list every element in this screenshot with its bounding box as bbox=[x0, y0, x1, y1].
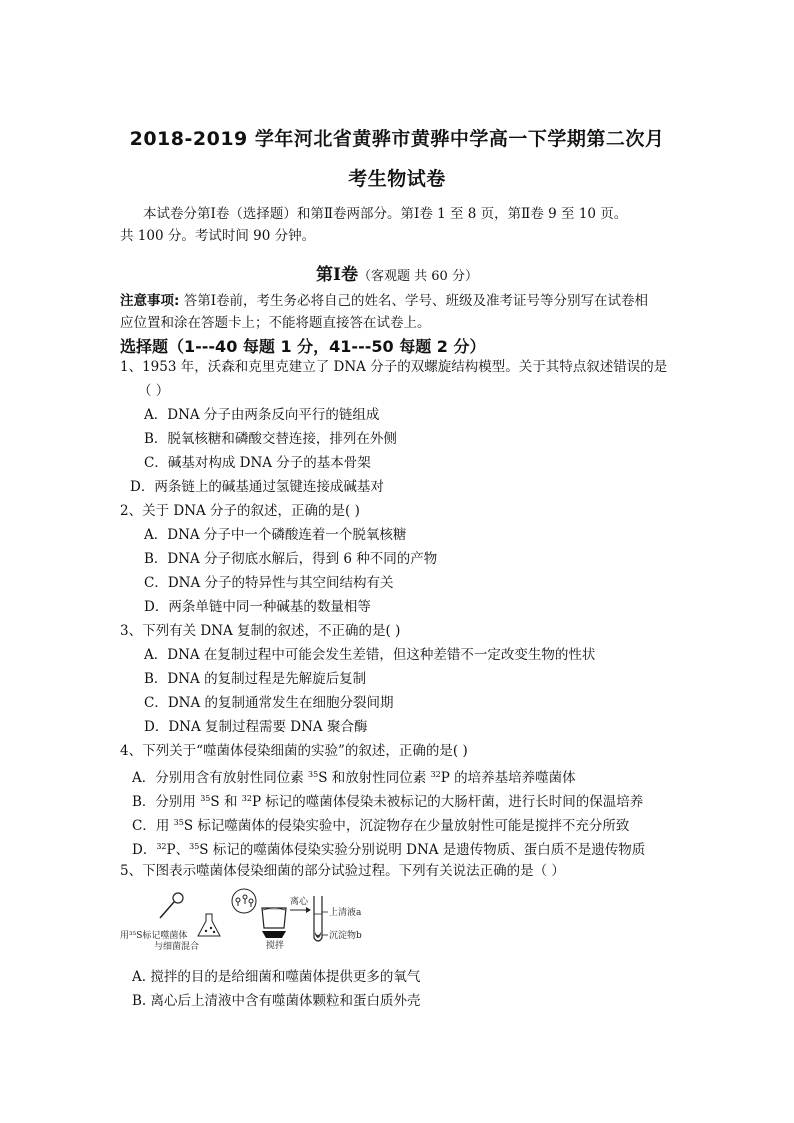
q4-option-c bbox=[132, 814, 629, 835]
q1-option-c: C．碱基对构成 DNA 分子的基本骨架 bbox=[144, 455, 371, 471]
q3-option-c: C．DNA 的复制通常发生在细胞分裂间期 bbox=[144, 695, 394, 711]
figure-label-stir: 搅拌 bbox=[266, 941, 285, 950]
q4-b-text-1: B．分别用 bbox=[132, 794, 201, 810]
q1-stem-1: 1、1953 年，沃森和克里克建立了 DNA 分子的双螺旋结构模型。关于其特点叙述错误的是 bbox=[120, 359, 668, 375]
flask-icon bbox=[198, 914, 220, 936]
q5-stem: 5、下图表示噬菌体侵染细菌的部分试验过程。下列有关说法正确的是（ ） bbox=[120, 863, 565, 879]
q4-a-text-3: P 的培养基培养噬菌体 bbox=[440, 770, 576, 786]
title-line-1: 2018-2019 学年河北省黄骅市黄骅中学高一下学期第二次月 bbox=[129, 128, 665, 150]
q4-option-d bbox=[132, 838, 645, 859]
q1-option-a: A．DNA 分子由两条反向平行的链组成 bbox=[144, 407, 380, 423]
beaker-stir-icon bbox=[262, 908, 286, 938]
q4-stem: 4、下列关于“噬菌体侵染细菌的实验”的叙述，正确的是( ) bbox=[120, 743, 468, 759]
figure-label-supernatant: 上清液a bbox=[329, 908, 362, 918]
q4-a-sup-2: 32 bbox=[430, 770, 441, 779]
section-subtitle: （客观题 共 60 分） bbox=[358, 269, 478, 284]
figure-label-precipitate: 沉淀物b bbox=[329, 931, 362, 941]
section-title bbox=[0, 260, 794, 285]
q4-b-sup-2: 32 bbox=[241, 794, 252, 803]
q5-option-b: B. 离心后上清液中含有噬菌体颗粒和蛋白质外壳 bbox=[132, 993, 421, 1009]
dropper-icon bbox=[160, 893, 183, 918]
q4-b-sup-1: 35 bbox=[200, 794, 211, 803]
q4-b-text-2: S 和 bbox=[210, 794, 242, 810]
q1-option-d: D．两条链上的碱基通过氢键连接成碱基对 bbox=[130, 479, 384, 495]
choice-header: 选择题（1---40 每题 1 分，41---50 每题 2 分） bbox=[120, 337, 486, 356]
q1-stem-2: （ ） bbox=[138, 383, 170, 399]
q4-d-text-2: P、 bbox=[166, 842, 190, 858]
figure-label-mix: 与细菌混合 bbox=[154, 942, 200, 950]
q3-option-d: D．DNA 复制过程需要 DNA 聚合酶 bbox=[144, 719, 368, 735]
section-title-main: 第Ⅰ卷 bbox=[316, 265, 358, 285]
q4-d-sup-1: 32 bbox=[156, 842, 167, 851]
q3-stem: 3、下列有关 DNA 复制的叙述，不正确的是( ) bbox=[120, 623, 401, 639]
q4-d-text-1: D． bbox=[132, 842, 157, 858]
figure-label-centrifuge: 离心 bbox=[290, 897, 309, 907]
q2-option-b: B．DNA 分子彻底水解后，得到 6 种不同的产物 bbox=[144, 551, 438, 567]
magnified-bacteria-icon bbox=[232, 889, 256, 913]
q4-c-text-2: S 标记噬菌体的侵染实验中，沉淀物存在少量放射性可能是搅拌不充分所致 bbox=[183, 818, 630, 834]
q4-d-sup-2: 35 bbox=[189, 842, 200, 851]
notice-line-1 bbox=[120, 292, 648, 310]
title-line-2: 考生物试卷 bbox=[348, 168, 446, 190]
q4-a-sup-1: 35 bbox=[308, 770, 319, 779]
q4-a-text-2: S 和放射性同位素 bbox=[318, 770, 431, 786]
intro-line-2: 共 100 分。考试时间 90 分钟。 bbox=[120, 228, 316, 244]
test-tube-icon bbox=[314, 896, 322, 941]
notice-text-1: 答第Ⅰ卷前，考生务必将自己的姓名、学号、班级及准考证号等分别写在试卷相 bbox=[179, 293, 649, 309]
q1-option-b: B．脱氧核糖和磷酸交替连接，排列在外侧 bbox=[144, 431, 397, 447]
q3-option-b: B．DNA 的复制过程是先解旋后复制 bbox=[144, 671, 367, 687]
q4-option-a bbox=[132, 766, 576, 787]
q4-c-sup-1: 35 bbox=[173, 818, 184, 827]
q2-option-c: C．DNA 分子的特异性与其空间结构有关 bbox=[144, 575, 394, 591]
experiment-figure bbox=[120, 888, 370, 950]
q3-option-a: A．DNA 在复制过程中可能会发生差错，但这种差错不一定改变生物的性状 bbox=[144, 647, 596, 663]
notice-line-2: 应位置和涂在答题卡上；不能将题直接答在试卷上。 bbox=[120, 315, 431, 331]
q2-option-a: A．DNA 分子中一个磷酸连着一个脱氧核糖 bbox=[144, 527, 407, 543]
q4-b-text-3: P 标记的噬菌体侵染未被标记的大肠杆菌，进行长时间的保温培养 bbox=[251, 794, 644, 810]
q4-d-text-3: S 标记的噬菌体侵染实验分别说明 DNA 是遗传物质、蛋白质不是遗传物质 bbox=[199, 842, 646, 858]
figure-label-left: 用³⁵S标记噬菌体 bbox=[120, 931, 188, 941]
q4-option-b bbox=[132, 790, 643, 811]
notice-label: 注意事项: bbox=[120, 293, 180, 309]
intro-line-1: 本试卷分第Ⅰ卷（选择题）和第Ⅱ卷两部分。第Ⅰ卷 1 至 8 页，第Ⅱ卷 9 至 10 页。 bbox=[143, 206, 628, 222]
q4-c-text-1: C．用 bbox=[132, 818, 174, 834]
q5-option-a: A. 搅拌的目的是给细菌和噬菌体提供更多的氧气 bbox=[132, 969, 421, 985]
q4-a-text-1: A．分别用含有放射性同位素 bbox=[132, 770, 309, 786]
q2-stem: 2、关于 DNA 分子的叙述，正确的是( ) bbox=[120, 503, 360, 519]
q2-option-d: D．两条单链中同一种碱基的数量相等 bbox=[144, 599, 371, 615]
